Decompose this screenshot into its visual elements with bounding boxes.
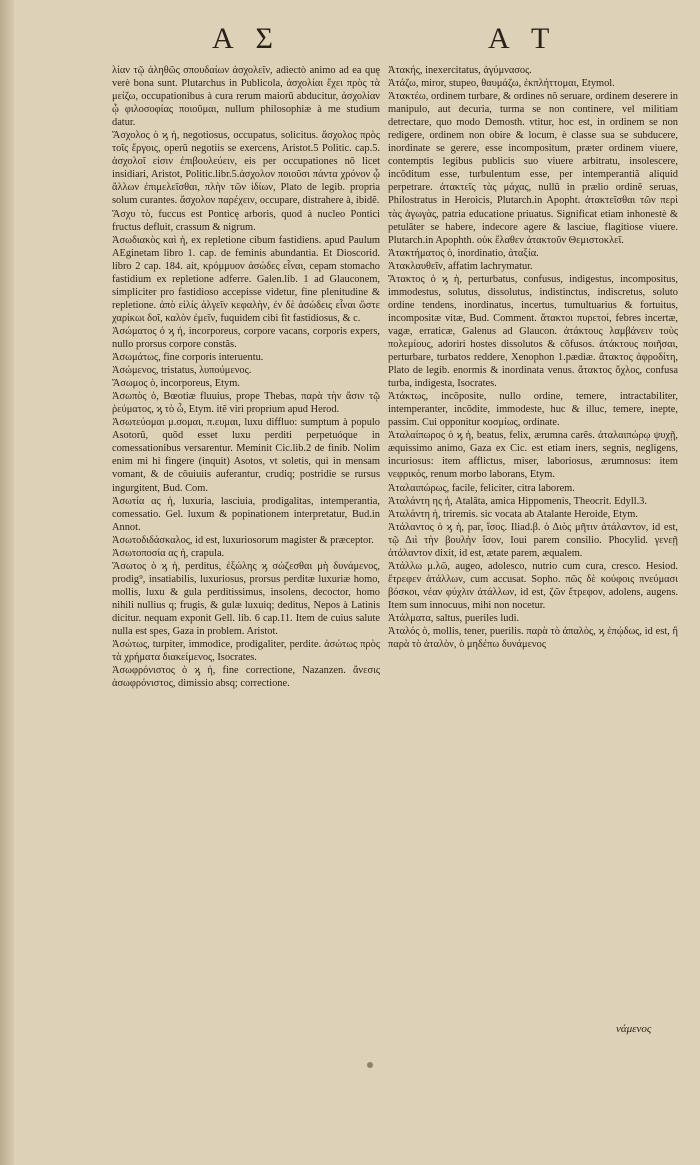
dictionary-entry: Ἀτάλαντος ὁ ϗ ἡ, par, ἴσος. Iliad.β. ὁ Διὸς μῆτιν ἀτάλαντον, id est, τῷ Διὶ τὴν βουλὴν ἴσον, Ioui parem consilio. Phocylid. γενεῇ ἀτάλαντον dixit, id est, ætate parem, æqualem. [388,521,678,559]
dictionary-entry: Ἀταλάντη ης ἡ, Atalãta, amica Hippomenis, Theocrit. Edyll.3. [388,495,647,507]
dictionary-entry: Ἀταλός ὁ, mollis, tener, puerilis. παρὰ τὸ ἀπαλὸς, ϗ ἐπῴδως, id est, ἢ παρὰ τὸ ἀταλὸν, ὁ μηδέπω δυνάμενος [388,626,678,651]
dictionary-entry: Ἀσωτοδιδάσκαλος, id est, luxuriosorum magister & præceptor. [112,534,374,546]
dictionary-entry: Ἄτακτος ὁ ϗ ἡ, perturbatus, confusus, indigestus, incompositus, immodestus, solutus, dissolutus, indistinctus, indiscretus, soluto ordine tendens, inordinatus, incertus, tumultuarius & fortuitus, incompositæ vitæ, Bud. Comment. ἄτακτοι πυρετοί, febres incertæ, vagæ, erraticæ, Galenus ad Glaucon. ἀτάκτους λαμβάνειν τοὺς πολεμίους, adoriri hostes dissolutos & cõfusos. ἀτάκτους ποιῆσαι, perturbare, turbatos reddere, Xenophon 1.pædiæ. ἄτακτος ἀφροδίτη, Plato de legib. enormis & inordinata venus. ἄτακτος ὄχλος, confusa turba, indigesta, Isocrates. [388,273,678,390]
dictionary-entry: Ἀσωφρόνιστος ὁ ϗ ἡ, fine correctione, Nazanzen. ἄνεσις ἀσωφρόνιστος, dimissio absq; correctione. [112,665,380,690]
running-head-left: Α Σ [212,22,281,55]
dictionary-entry: Ἀσώτως, turpiter, immodice, prodigaliter, perdite. ἀσώτως πρὸς τὰ χρήματα διακείμενος, Isocrates. [112,639,380,664]
dictionary-entry: Ἀσωμάτως, fine corporis interuentu. [112,352,264,364]
dictionary-entry: Ἄσχυ τὸ, fuccus est Ponticę arboris, quod à nucleo Pontici fructus defluit, crassum & nigrum. [112,208,380,233]
dictionary-entry: Ἄσωμος ὁ, incorporeus, Etym. [112,378,240,390]
dictionary-entry: Ἀτακής, inexercitatus, ἀγύμνασος. [388,65,532,76]
right-column [388,64,678,651]
dictionary-entry: Ἀταλαιπώρως, facile, feliciter, citra laborem. [388,482,575,494]
dictionary-entry: Ἀταλαίπωρος ὁ ϗ ἡ, beatus, felix, ærumna carẽs. ἀταλαιπώρῳ ψυχῇ, æquissimo animo, Gaza ex Cic. est etiam iners, segnis, negligens, incuriosus: item afflictus, miser, laboriosus, ærumnosus: item νεφρικός, renum morbo laborans, Etym. [388,430,678,481]
left-column [112,64,380,690]
dictionary-entry: Ἀταλάντη ἡ, triremis. sic vocata ab Atalante Heroide, Etym. [388,508,638,520]
dictionary-entry: Ἄσχολος ὁ ϗ ἡ, negotiosus, occupatus, solicitus. ἄσχολος πρὸς τοῖς ἔργοις, operũ negotiis se exercens, Aristot.5 Politic. cap.5. ἀσχολοῖ εἰσιν ἐπιβουλεύειν, eis per occupationes nõ licet insidiari, Aristot, Politic.libr.5.ἀσχολον ποιοῦσι πάντα χρόνον ᾧ ἄλλων ἐπιμελεῖσθαι, πλὴν τῶν ἰδίων, Plato de legib. propria solum curantes. ἄσχολον παρέχειν, occupare, distrahere à, ibidẽ. [112,130,380,207]
catchword: νάμενος [616,1023,652,1035]
dictionary-entry: Ἀτακτήματος ὁ, inordinatio, ἀταξία. [388,247,539,259]
dictionary-entry: Ἀσωπὸς ὁ, Bœotiæ fluuius, prope Thebas, παρὰ τὴν ἄσιν τῷ ῥεύματος, ϗ τὸ ὦ, Etym. itẽ viri proprium apud Herod. [112,391,380,416]
dictionary-entry: Ἄσωτος ὁ ϗ ἡ, perditus, ἐξώλης ϗ σώζεσθαι μὴ δυνάμενος, prodig⁹, insatiabilis, luxuriosus, prorsus perditæ luxuriæ homo, mollis, luxu & gula perditissimus, insolens, decoctor, homo nihili nullius q; frugis, & gulæ luxuiq; deditus, Nepos à Latinis dicitur. nequam exponit Gell. lib. 6 cap.11. Item de cuius salute nulla est spes, Gaza in problem. Aristot. [112,560,380,638]
dictionary-entry: Ἀτακτέω, ordinem turbare, & ordines nõ seruare, ordinem deserere in manipulo, aut decuria, turma se non continere, vel militiam detrectare, quo modo Demosth. vtitur, hoc est, in ordinem se non redigere, ordinem non obire & locum, è classe sua se subducere, inordinate se gerere, esse incompositum, præter ordinem viuere, contemptis legibus publicis suo viuere arbitratu, insolescere, incõditum esse, turbulentum esse, per intemperantiã aliquid perpetrare. ἀτακτεῖς τὰς μάχας, nullũ in prælio ordinẽ seruas, Philostratus in Heroicis, Plutarch.in Apopht. ἀτακτεῖσθαι τῶν περὶ τὰς ἀγωγὰς, patria educatione priuatus. Significat etiam inhonestè & petulãter se habere, indecore agere & lasciue, flagitiose viuere. Plutarch.in Apophth. οὐκ ἔλαθεν ἀτακτοῦν Θεμιστοκλεῖ. [388,91,678,246]
dictionary-entry: Ἀσωδιακὸς καὶ ἡ, ex repletione cibum fastidiens. apud Paulum AEginetam libro 1. cap. de feminis abundantia. Et Dioscorid. libro 2 cap. 184. ait, κρόμμυον ἀσώδες εἶναι, cepam stomacho fastidium ex repletione adferre. Galen.lib. 1 ad Glauconem, simpliciter pro fastidioso accepisse videtur, fine plenitudine & repletione. ἀπὸ εἰλίς ἀλγεῖν κεφαλὴν, ἐν δὲ ἀσώδεις εἶναι ὥστε χαρίκωι δοῖ, καλὸν ἐμεῖν, fuquidem cibi fit fastidiosus, & c. [112,234,380,324]
dictionary-entry: Ἀτάλματα, saltus, pueriles ludi. [388,612,520,624]
dictionary-entry: Ἀτάκτως, incõposite, nullo ordine, temere, intractabiliter, intemperanter, incõdite, immodeste, huc & illuc, temere, inepte, passim. Cui opponitur κοσμίως, ordinate. [388,391,678,429]
dictionary-entry: Ἀσωτεύομαι μ.σομαι, π.ευμαι, luxu diffluo: sumptum à populo Asotorũ, quõd esset luxu perditi perpetuóque in comessationibus versarentur. Meminit Cic.lib.2 de finib. Nolim enim mi hi fingere (inquit) Asotos, vt soletis, qui in mensam vomant, & de cõuiuiis auferantur, crudiq; postridie se rursus ingurgitent, Bud. Com. [112,417,380,494]
dictionary-entry: Ἀσώματος ὁ ϗ ἡ, incorporeus, corpore vacans, corporis expers, nullo prorsus corpore constãs. [112,325,380,350]
dictionary-entry: Ἀτακλαυθεῖν, affatim lachrymatur. [388,260,533,272]
dictionary-entry: Ἀτάζω, miror, stupeo, θαυμάζω, ἐκπλήττομαι, Etymol. [388,78,615,90]
running-head-right: Α Τ [488,22,558,55]
dictionary-entry: λίαν τῷ ἀληθῶς σπουδαίων ἀσχολεῖν, adiectò animo ad ea quę verè bona sunt. Plutarchus in Publicola, ἀσχολίαι ἔχει πρὸς τὰ μείζω, occupationibus à cura rerum maiorũ abducitur, ἀσχολίαν ᾧ φιλοσοφίας ποιοῦμαι, nullum philosophiæ à me studium datur. [112,65,380,129]
dictionary-entry: Ἀσωτοποσία ας ἡ, crapula. [112,547,225,559]
page-spine-shadow [0,0,14,1165]
ink-spot [367,1062,373,1068]
dictionary-entry: Ἀσωτία ας ἡ, luxuria, lasciuia, prodigalitas, intemperantia, comessatio. Gel. luxum & popinationem interpretatur, Bud.in Annot. [112,495,380,533]
dictionary-entry: Ἀσώμενος, tristatus, λυπούμενος. [112,365,252,377]
dictionary-entry: Ἀτάλλω μ.λῶ, augeo, adolesco, nutrio cum cura, cresco. Hesiod. ἔτρεφεν ἀτάλλων, cum accusat. Sopho. πῶς δὲ κούφοις πνεύμασι βόσκοι, νέαν φύχλιν ἀτάλλων, id est, ζῶν ἔτρεφον, adolens, augens. Item sum innocuus, mihi non nocetur. [388,560,678,611]
